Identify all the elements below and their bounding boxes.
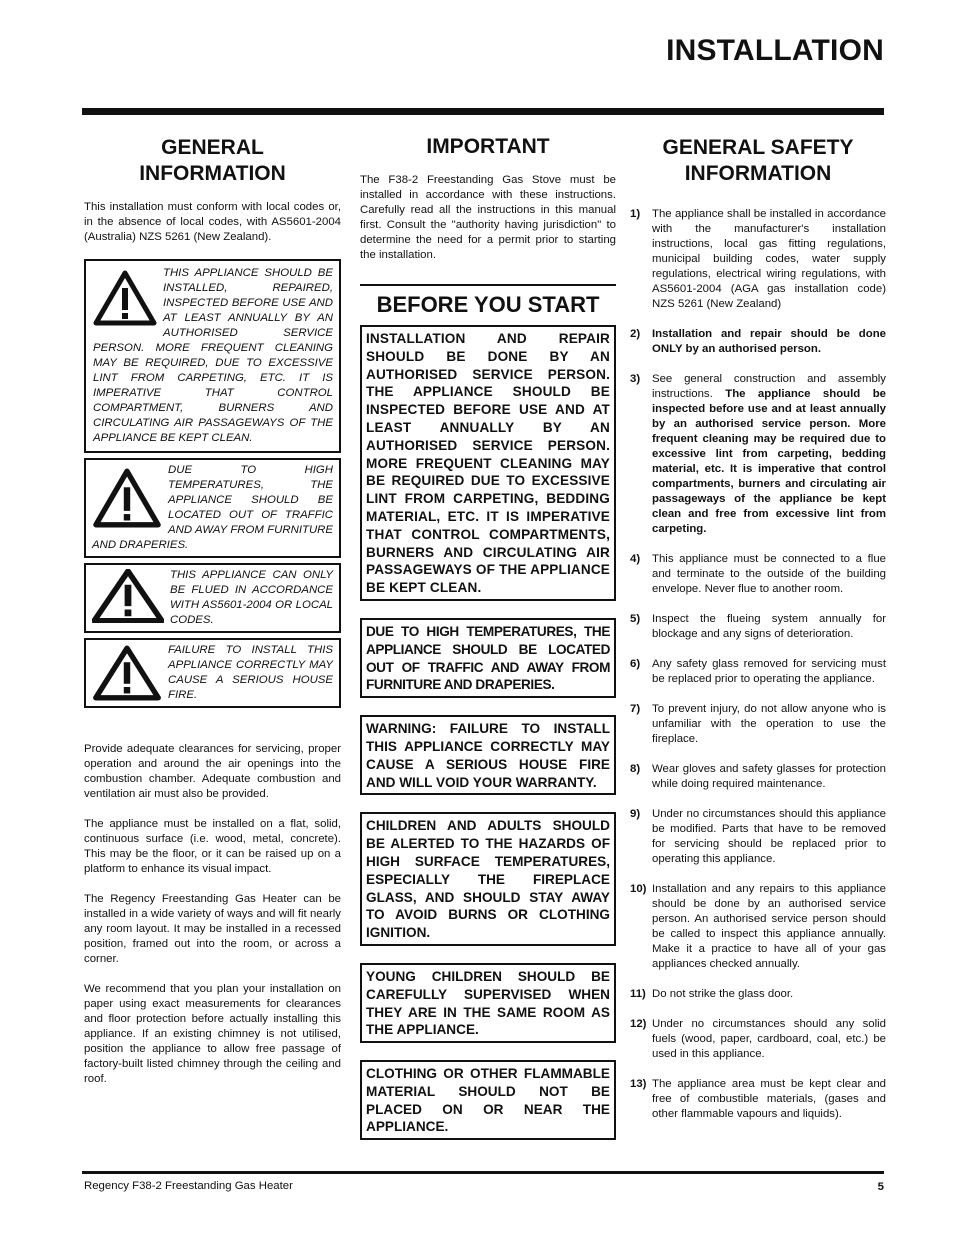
safety-item-text bbox=[652, 987, 886, 1002]
safety-item-text bbox=[652, 657, 886, 687]
safety-item-body: Any safety glass removed for servicing must be replaced prior to operating the appliance. bbox=[652, 658, 886, 685]
safety-item-number: 3) bbox=[630, 373, 641, 385]
planning-paragraph: We recommend that you plan your installation on paper using exact measurements for clearances and floor protection before actually installing this appliance. If an existing chimney is not utilised, position the appliance to allow free passage of factory-built listed chimney through the ceiling and roof. bbox=[84, 983, 341, 1085]
important-intro: The F38-2 Freestanding Gas Stove must be installed in accordance with these instructions. Carefully read all the instructions in this manual first. Consult the "authority having jurisdiction" to determine the need for a permit prior to starting the installation. bbox=[360, 174, 616, 261]
safety-list-item bbox=[630, 882, 886, 972]
safety-item-number: 1) bbox=[630, 208, 641, 220]
important-column bbox=[360, 130, 616, 1140]
safety-item-emphasis: The appliance should be inspected before use and at least annually by an authorised service person. More frequent cleaning may be required due to excessive lint from carpeting, bedding material, etc. It is imperative that control compartments, burners and circulating air passageways of the appliance be kept clean and free from excessive lint from carpeting. bbox=[652, 388, 886, 535]
safety-item-body: Do not strike the glass door. bbox=[652, 988, 794, 1000]
warning-text: FAILURE TO INSTALL THIS APPLIANCE CORRECTLY MAY CAUSE A SERIOUS HOUSE FIRE. bbox=[168, 644, 333, 701]
before-start-box-supervision: YOUNG CHILDREN SHOULD BE CAREFULLY SUPERVISED WHEN THEY ARE IN THE SAME ROOM AS THE APPLIANCE. bbox=[360, 963, 616, 1043]
safety-list-item bbox=[630, 612, 886, 642]
safety-list-item bbox=[630, 807, 886, 867]
safety-item-body: Installation and repair should be done ONLY by an authorised person. bbox=[652, 328, 886, 355]
safety-item-text bbox=[652, 552, 886, 597]
safety-item-body: This appliance must be connected to a flue and terminate to the outside of the building envelope. Never flue to another room. bbox=[652, 553, 886, 595]
safety-list-item bbox=[630, 762, 886, 792]
safety-item-number: 8) bbox=[630, 763, 641, 775]
page-title: INSTALLATION bbox=[666, 34, 884, 67]
safety-list-item bbox=[630, 1077, 886, 1122]
safety-list-item bbox=[630, 987, 886, 1002]
safety-list bbox=[630, 207, 886, 1122]
general-information-intro: This installation must conform with local codes or, in the absence of local codes, with AS5601-2004 (Australia) NZS 5261 (New Zealand). bbox=[84, 201, 341, 243]
warning-box-temperature bbox=[84, 458, 341, 558]
before-start-box-temperature: DUE TO HIGH TEMPERATURES, THE APPLIANCE SHOULD BE LOCATED OUT OF TRAFFIC AND AWAY FROM FURNITURE AND DRAPERIES. bbox=[360, 618, 616, 698]
safety-item-number: 4) bbox=[630, 553, 641, 565]
safety-item-text bbox=[652, 1017, 886, 1062]
safety-list-item bbox=[630, 1017, 886, 1062]
warning-box-service bbox=[84, 259, 341, 453]
safety-item-text bbox=[652, 207, 886, 312]
safety-list-item bbox=[630, 207, 886, 312]
warning-triangle-icon bbox=[92, 468, 162, 528]
safety-item-body: See general construction and assembly instructions. bbox=[652, 373, 886, 400]
warning-triangle-icon bbox=[93, 270, 157, 326]
before-start-box-flammable: CLOTHING OR OTHER FLAMMABLE MATERIAL SHOULD NOT BE PLACED ON OR NEAR THE APPLIANCE. bbox=[360, 1060, 616, 1140]
warning-box-flue bbox=[84, 563, 341, 633]
before-start-box-service: INSTALLATION AND REPAIR SHOULD BE DONE BY AN AUTHORISED SERVICE PERSON. THE APPLIANCE SHOULD BE INSPECTED BEFORE USE AND AT LEAST ANNUALLY BY AN AUTHORISED SERVICE PERSON. MORE FREQUENT CLEANING MAY BE REQUIRED DUE TO EXCESSIVE LINT FROM CARPETING, BEDDING MATERIAL, ETC. IT IS IMPERATIVE THAT CONTROL COMPARTMENTS, BURNERS AND CIRCULATING AIR PASSAGEWAYS OF THE APPLIANCE BE KEPT CLEAN. bbox=[360, 325, 616, 601]
safety-item-body: Installation and any repairs to this appliance should be done by an authorised service person. An authorised service person should be called to inspect this appliance annually. Make it a practice to have all of your gas appliances checked annually. bbox=[652, 883, 886, 970]
safety-item-text bbox=[652, 372, 886, 537]
top-rule bbox=[82, 108, 884, 115]
before-start-box-warranty: WARNING: FAILURE TO INSTALL THIS APPLIANCE CORRECTLY MAY CAUSE A SERIOUS HOUSE FIRE AND WILL VOID YOUR WARRANTY. bbox=[360, 715, 616, 795]
safety-item-text bbox=[652, 612, 886, 642]
safety-item-body: The appliance shall be installed in accordance with the manufacturer's installation instructions, local gas fitting regulations, municipal building codes, water supply regulations, electrical wiring regulations, with AS5601-2004 (AGA gas installation code) NZS 5261 (New Zealand) bbox=[652, 208, 886, 310]
safety-item-text bbox=[652, 762, 886, 792]
surface-paragraph: The appliance must be installed on a flat, solid, continuous surface (i.e. wood, metal, concrete). This may be the floor, or it can be raised up on a platform to enhance its visual impact. bbox=[84, 818, 341, 875]
before-you-start-heading: BEFORE YOU START bbox=[376, 292, 600, 317]
safety-item-number: 6) bbox=[630, 658, 641, 670]
warning-text: THIS APPLIANCE CAN ONLY BE FLUED IN ACCORDANCE WITH AS5601-2004 OR LOCAL CODES. bbox=[170, 569, 333, 626]
safety-item-number: 5) bbox=[630, 613, 641, 625]
safety-item-body: Under no circumstances should any solid fuels (wood, paper, cardboard, coal, etc.) be used in this appliance. bbox=[652, 1018, 886, 1060]
warning-box-fire bbox=[84, 638, 341, 708]
safety-item-body: Inspect the flueing system annually for blockage and any signs of deterioration. bbox=[652, 613, 886, 640]
clearances-paragraph: Provide adequate clearances for servicing, proper operation and around the air openings into the combustion chamber. Adequate combustion and ventilation air must also be provided. bbox=[84, 743, 341, 800]
before-start-box-children: CHILDREN AND ADULTS SHOULD BE ALERTED TO THE HAZARDS OF HIGH SURFACE TEMPERATURES, ESPECIALLY THE FIREPLACE GLASS, AND SHOULD STAY AWAY TO AVOID BURNS OR CLOTHING IGNITION. bbox=[360, 812, 616, 946]
safety-item-text bbox=[652, 807, 886, 867]
safety-item-body: To prevent injury, do not allow anyone who is unfamiliar with the operation to use the fireplace. bbox=[652, 703, 886, 745]
safety-item-number: 11) bbox=[630, 988, 646, 1000]
safety-item-body: Under no circumstances should this appliance be modified. Parts that have to be removed for servicing should be replaced prior to operating this appliance. bbox=[652, 808, 886, 865]
warning-text: THIS APPLIANCE SHOULD BE INSTALLED, REPAIRED, INSPECTED BEFORE USE AND AT LEAST ANNUALLY BY AN AUTHORISED SERVICE PERSON. MORE FREQUENT CLEANING MAY BE REQUIRED, DUE TO EXCESSIVE LINT FROM CARPETING, ETC. IT IS IMPERATIVE THAT CONTROL COMPARTMENT, BURNERS AND CIRCULATING AIR PASSAGEWAYS OF THE APPLIANCE BE KEPT CLEAN. bbox=[93, 267, 333, 444]
general-information-heading: GENERAL INFORMATION bbox=[139, 136, 286, 185]
warning-triangle-icon bbox=[92, 569, 164, 623]
layout-paragraph: The Regency Freestanding Gas Heater can be installed in a wide variety of ways and will fit nearly any room layout. It may be installed in a recessed position, framed out into the room, or across a corner. bbox=[84, 893, 341, 965]
safety-item-text bbox=[652, 702, 886, 747]
safety-item-text bbox=[652, 1077, 886, 1122]
safety-item-number: 12) bbox=[630, 1018, 647, 1030]
safety-item-number: 13) bbox=[630, 1078, 647, 1090]
bottom-rule bbox=[82, 1171, 884, 1174]
general-information-column bbox=[84, 130, 341, 1087]
warning-triangle-icon bbox=[92, 645, 162, 701]
safety-list-item bbox=[630, 327, 886, 357]
important-heading: IMPORTANT bbox=[426, 135, 550, 158]
safety-item-text bbox=[652, 882, 886, 972]
page-number: 5 bbox=[877, 1181, 884, 1193]
safety-item-number: 10) bbox=[630, 883, 647, 895]
footer-product-name: Regency F38-2 Freestanding Gas Heater bbox=[84, 1180, 293, 1192]
safety-list-item bbox=[630, 372, 886, 537]
safety-item-body: The appliance area must be kept clear and free of combustible materials, (gases and other flammable vapours and liquids). bbox=[652, 1078, 886, 1120]
safety-item-number: 7) bbox=[630, 703, 641, 715]
warning-text: DUE TO HIGH TEMPERATURES, THE APPLIANCE SHOULD BE LOCATED OUT OF TRAFFIC AND AWAY FROM FURNITURE AND DRAPERIES. bbox=[92, 464, 333, 551]
safety-item-text bbox=[652, 327, 886, 357]
safety-list-item bbox=[630, 552, 886, 597]
section-rule bbox=[360, 284, 616, 286]
safety-list-item bbox=[630, 657, 886, 687]
safety-item-number: 2) bbox=[630, 328, 641, 340]
general-safety-heading: GENERAL SAFETY INFORMATION bbox=[662, 136, 854, 185]
safety-item-body: Wear gloves and safety glasses for protection while doing required maintenance. bbox=[652, 763, 886, 790]
general-safety-column bbox=[630, 130, 886, 1122]
safety-item-number: 9) bbox=[630, 808, 641, 820]
safety-list-item bbox=[630, 702, 886, 747]
